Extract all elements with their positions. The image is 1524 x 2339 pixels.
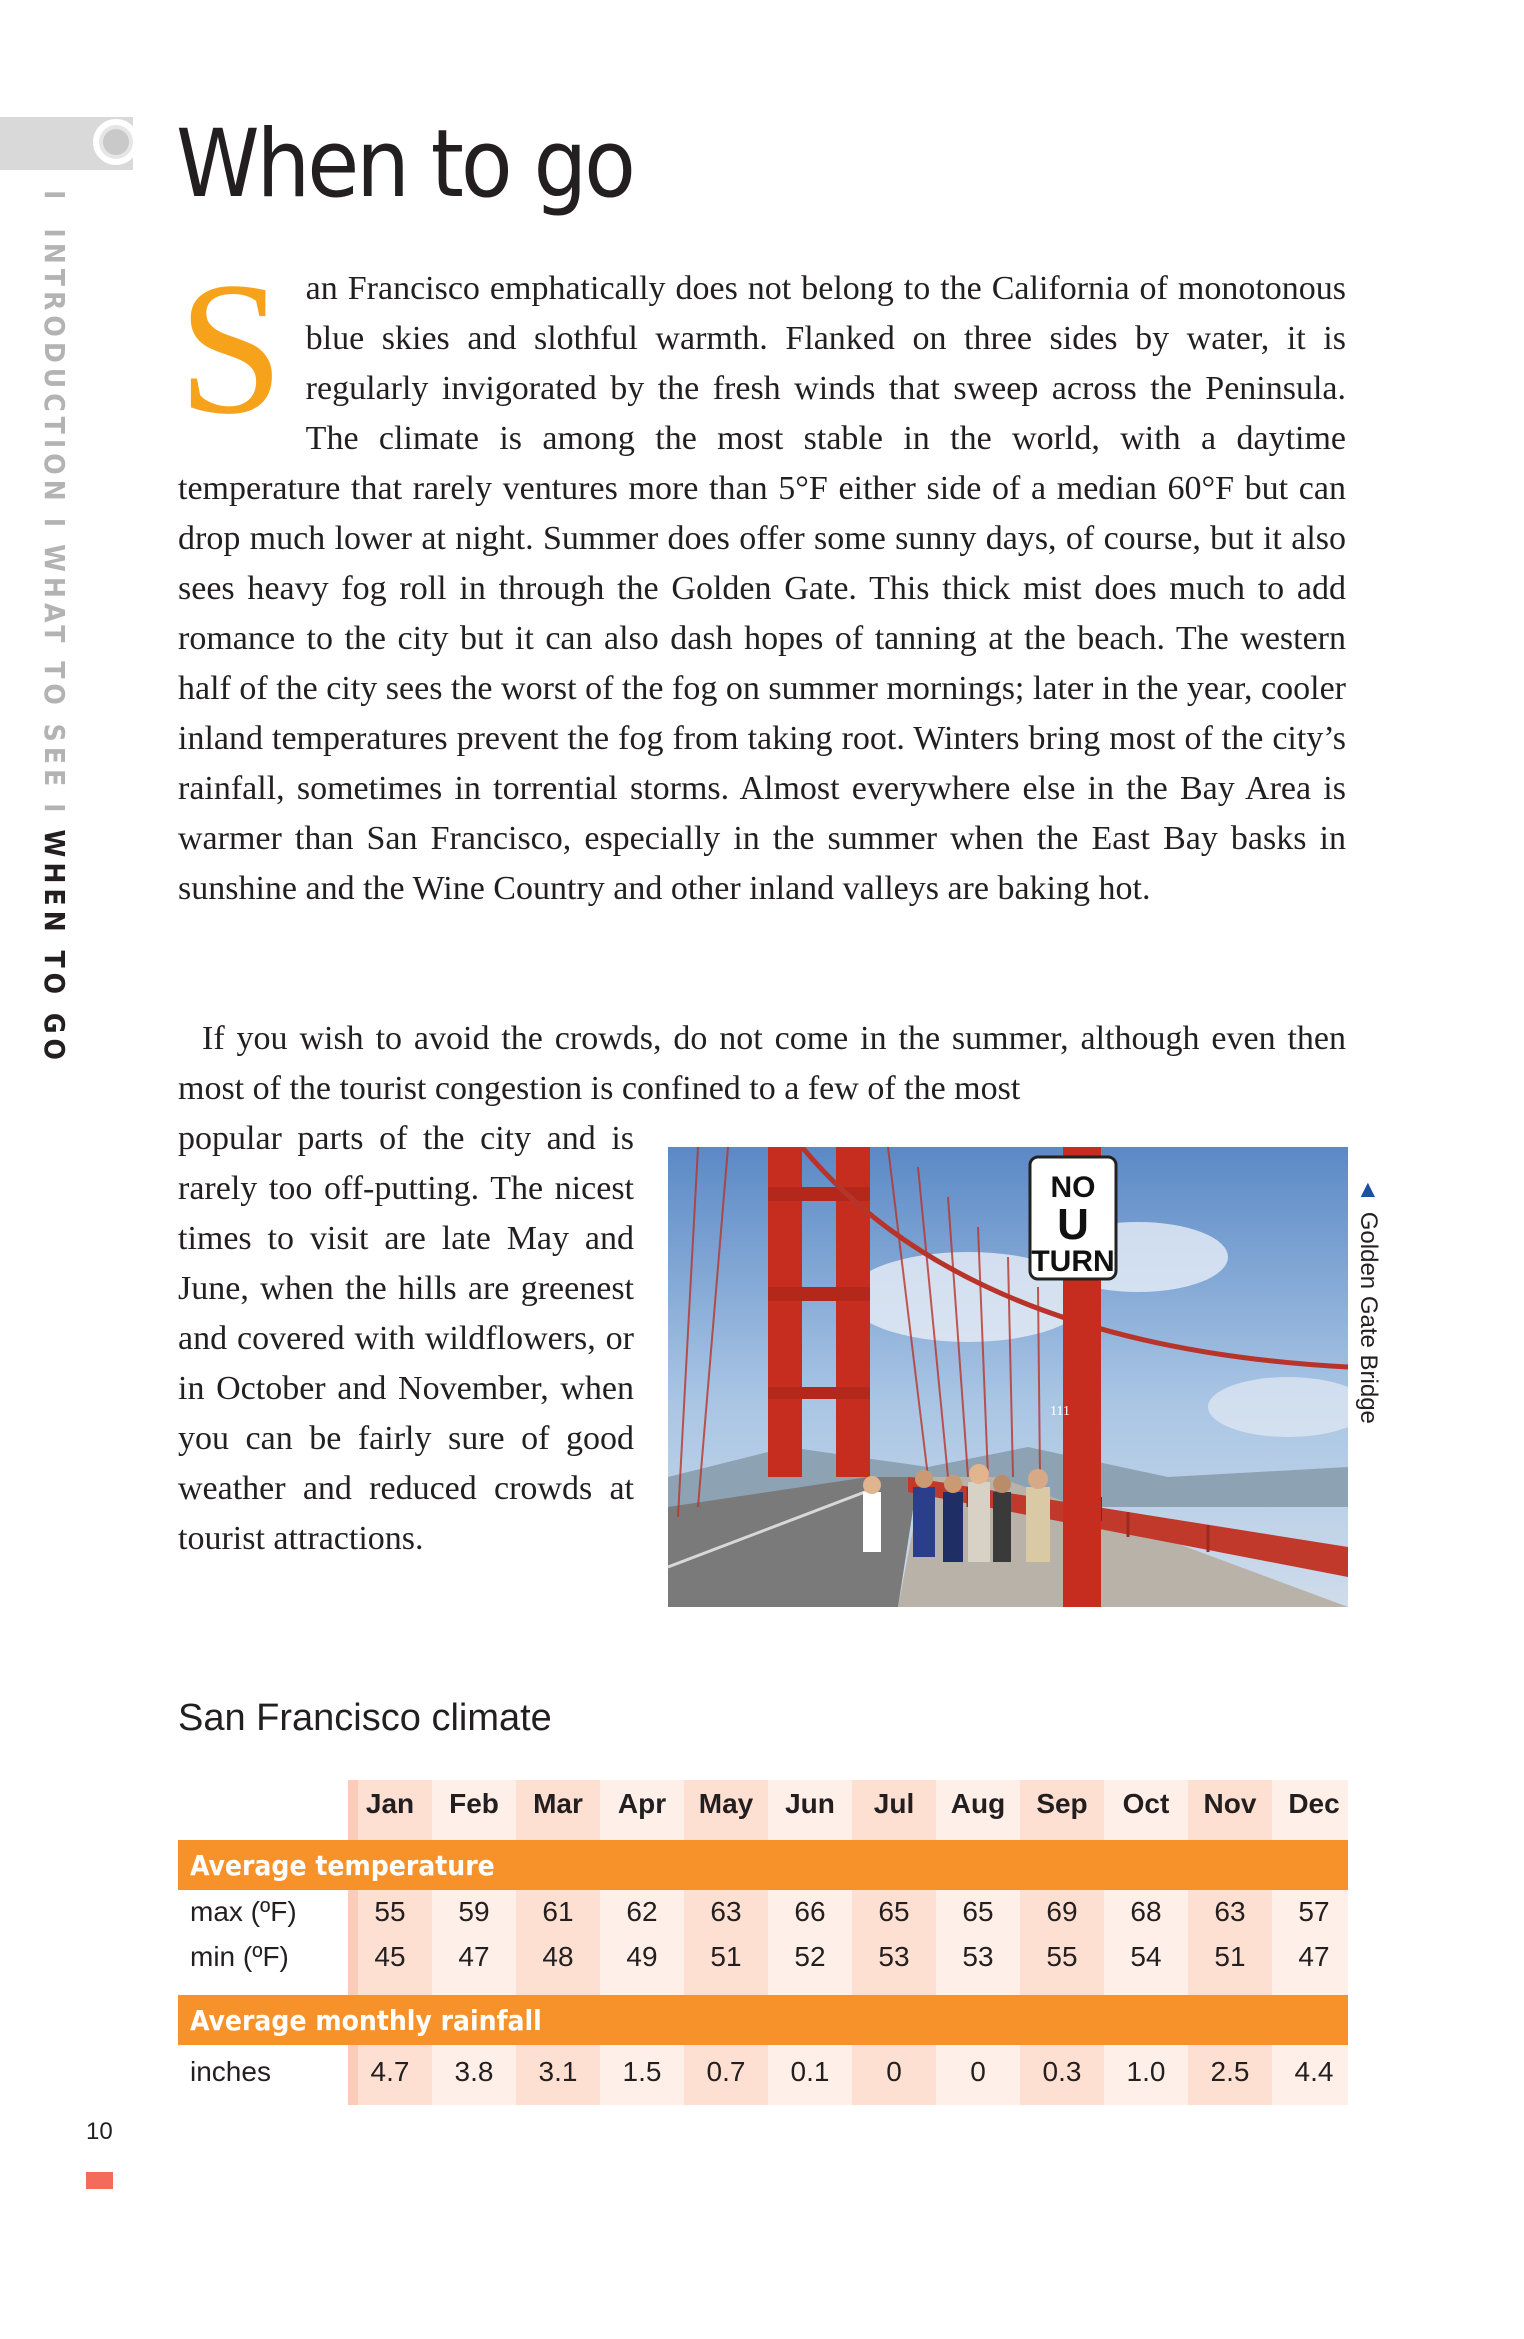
paragraph-two-rest: popular parts of the city and is rarely too off-putting. The nicest times to visit are late May and June, when the hills are greenest and covered with wildflowers, or in October and November, when you can be fairly sure of good weather and reduced crowds at tourist attractions. — [178, 1120, 634, 1557]
max-temp-cell: 66 — [794, 1896, 826, 1927]
breadcrumb-separator: I — [38, 190, 71, 205]
breadcrumb-separator: I — [38, 803, 71, 818]
page-marker — [86, 2172, 113, 2189]
rainfall-cell: 0 — [886, 2056, 902, 2087]
sign-turn: TURN — [1031, 1245, 1115, 1278]
intro-text: an Francisco emphatically does not belong to the California of monotonous blue skies and slothful warmth. Flanked on three sides by water, it is regularly invigorated by the fresh winds that sweep across the Peninsula. The climate is among the most stable in the world, with a daytime temperature that rarely ventures more than 5°F either side of a median 60°F but can drop much lower at night. Summer does offer some sunny days, of course, but it also sees heavy fog roll in through the Golden Gate. This thick mist does much to add romance to the city but it can also dash hopes of tanning at the beach. The western half of the city sees the worst of the fog on summer mornings; later in the year, cooler inland temperatures prevent the fog from taking root. Winters bring most of the city’s rainfall, sometimes in torrential storms. Almost everywhere else in the Bay Area is warmer than San Francisco, especially in the summer when the East Bay basks in sunshine and the Wine Country and other inland valleys are baking hot. — [178, 270, 1346, 907]
rainfall-cell: 2.5 — [1210, 2056, 1250, 2087]
rainfall-cell: 1.0 — [1126, 2056, 1166, 2087]
rainfall-cell: 0 — [970, 2056, 986, 2087]
sign-no: NO — [1050, 1171, 1096, 1204]
temperature-heading: Average temperature — [190, 1849, 495, 1882]
rainfall-cell: 0.7 — [706, 2056, 746, 2087]
photo-caption — [1354, 1178, 1382, 1424]
min-temp-cell: 47 — [458, 1941, 490, 1972]
breadcrumb-when-to-go: WHEN TO GO — [38, 829, 71, 1065]
max-temp-cell: 59 — [458, 1896, 490, 1927]
rainfall-cell: 1.5 — [622, 2056, 662, 2087]
rainfall-heading: Average monthly rainfall — [190, 2004, 542, 2037]
min-temp-cell: 51 — [710, 1941, 742, 1972]
month-header: Feb — [449, 1788, 499, 1819]
paragraph-two-lead: If you wish to avoid the crowds, do not come in the summer, although even then most of the tourist congestion is confined to a few of the most — [178, 1020, 1346, 1107]
min-row-label: min (ºF) — [190, 1941, 289, 1972]
sign-u: U — [1057, 1200, 1089, 1249]
min-temp-cell: 47 — [1298, 1941, 1330, 1972]
max-temp-cell: 57 — [1298, 1896, 1330, 1927]
section-tab-dot-icon — [103, 129, 129, 155]
min-temp-cell: 49 — [626, 1941, 658, 1972]
climate-title: San Francisco climate — [178, 1697, 552, 1739]
caption-arrow-icon: ◄ — [1355, 1178, 1382, 1202]
max-temp-cell: 65 — [878, 1896, 910, 1927]
temperature-band — [178, 1840, 1348, 1890]
month-header: Mar — [533, 1788, 583, 1819]
rainfall-row-label: inches — [190, 2056, 271, 2087]
drop-cap: S — [178, 244, 284, 454]
max-temp-cell: 69 — [1046, 1896, 1078, 1927]
breadcrumb-what-to-see[interactable]: WHAT TO SEE — [38, 544, 71, 792]
max-temp-cell: 65 — [962, 1896, 994, 1927]
rainfall-cell: 3.8 — [454, 2056, 494, 2087]
breadcrumb — [38, 190, 71, 1065]
min-temp-cell: 53 — [962, 1941, 994, 1972]
breadcrumb-separator: I — [38, 517, 71, 533]
min-temp-cell: 52 — [794, 1941, 826, 1972]
golden-gate-photo — [668, 1147, 1348, 1607]
rainfall-band — [178, 1995, 1348, 2045]
month-header: May — [698, 1788, 754, 1819]
max-temp-cell: 61 — [542, 1896, 574, 1927]
rainfall-cell: 4.7 — [370, 2056, 410, 2087]
month-header: Apr — [617, 1788, 667, 1819]
min-temp-cell: 54 — [1130, 1941, 1162, 1972]
month-header: Oct — [1122, 1788, 1170, 1819]
intro-paragraph — [178, 244, 1346, 914]
min-temp-cell: 51 — [1214, 1941, 1246, 1972]
min-temp-cell: 53 — [878, 1941, 910, 1972]
month-header: Jul — [873, 1788, 915, 1819]
breadcrumb-introduction[interactable]: INTRODUCTION — [38, 228, 71, 506]
rainfall-cell: 0.3 — [1042, 2056, 1082, 2087]
max-temp-cell: 63 — [710, 1896, 742, 1927]
min-temp-cell: 45 — [374, 1941, 406, 1972]
month-header: Sep — [1036, 1788, 1088, 1819]
page-number: 10 — [86, 2118, 113, 2145]
rainfall-cell: 3.1 — [538, 2056, 578, 2087]
rainfall-cell: 0.1 — [790, 2056, 830, 2087]
page-title: When to go — [176, 110, 633, 219]
max-temp-cell: 68 — [1130, 1896, 1162, 1927]
sign-number: 111 — [1050, 1404, 1070, 1419]
month-header: Dec — [1288, 1788, 1340, 1819]
max-temp-cell: 62 — [626, 1896, 658, 1927]
month-header: Aug — [950, 1788, 1006, 1819]
month-header: Nov — [1203, 1788, 1257, 1819]
max-temp-cell: 63 — [1214, 1896, 1246, 1927]
max-row-label: max (ºF) — [190, 1896, 297, 1927]
month-header: Jan — [365, 1788, 415, 1819]
month-header: Jun — [785, 1788, 835, 1819]
min-temp-cell: 55 — [1046, 1941, 1078, 1972]
min-temp-cell: 48 — [542, 1941, 574, 1972]
photo-caption-text: Golden Gate Bridge — [1355, 1211, 1382, 1424]
max-temp-cell: 55 — [374, 1896, 406, 1927]
rainfall-cell: 4.4 — [1294, 2056, 1334, 2087]
